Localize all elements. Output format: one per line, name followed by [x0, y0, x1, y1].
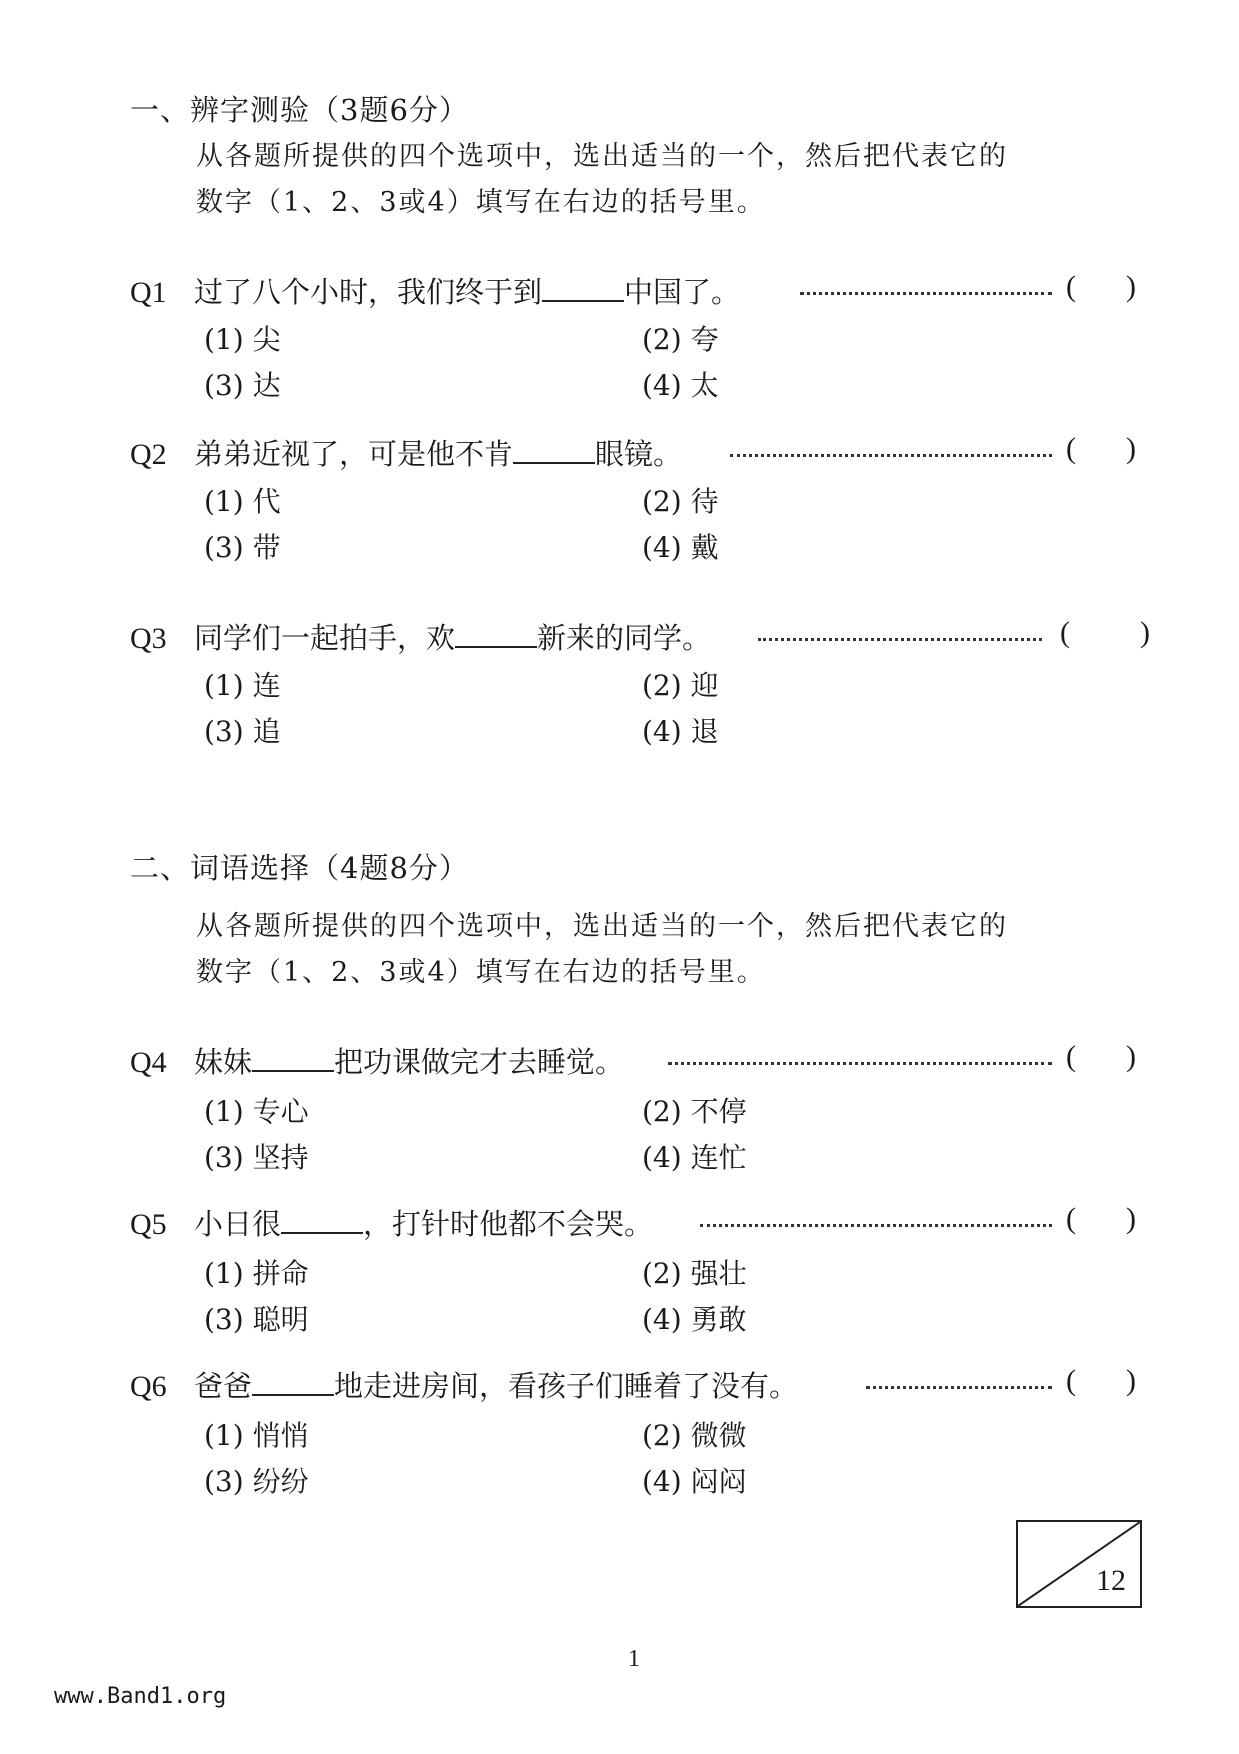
answer-paren-open: (	[1066, 1202, 1076, 1235]
question-number: Q1	[130, 276, 167, 309]
section2-instruction-line2: 数字（1、2、3或4）填写在右边的括号里。	[196, 957, 766, 988]
question-2	[130, 432, 682, 473]
score-box	[1016, 1520, 1142, 1608]
score-total: 12	[1096, 1564, 1126, 1597]
option-1: (1) 尖	[204, 323, 281, 356]
question-number: Q3	[130, 622, 167, 655]
option-4: (4) 退	[642, 715, 719, 748]
question-number: Q2	[130, 438, 167, 471]
question-text-after: ，打针时他都不会哭。	[363, 1207, 654, 1241]
section1-title: 一、辨字测验（3题6分）	[130, 93, 469, 127]
option-2: (2) 待	[642, 485, 719, 518]
question-text-before: 妹妹	[194, 1045, 253, 1079]
section2-instruction-line1: 从各题所提供的四个选项中，选出适当的一个，然后把代表它的	[196, 911, 1008, 942]
option-3: (3) 坚持	[204, 1141, 309, 1174]
answer-paren-close: )	[1126, 432, 1136, 465]
option-3: (3) 达	[204, 369, 281, 402]
answer-paren-close: )	[1140, 616, 1150, 649]
dot-leader	[668, 1062, 1052, 1065]
section1-instruction-line1: 从各题所提供的四个选项中，选出适当的一个，然后把代表它的	[196, 141, 1008, 172]
section1-instruction-line2: 数字（1、2、3或4）填写在右边的括号里。	[196, 187, 766, 218]
answer-paren-open: (	[1066, 1364, 1076, 1397]
option-2: (2) 强壮	[642, 1257, 747, 1290]
option-1: (1) 悄悄	[204, 1419, 309, 1452]
section2-title: 二、词语选择（4题8分）	[130, 851, 469, 885]
footer-watermark: www.Band1.org	[54, 1684, 227, 1709]
option-3: (3) 带	[204, 531, 281, 564]
question-5	[130, 1202, 653, 1243]
option-1: (1) 代	[204, 485, 281, 518]
dot-leader	[730, 454, 1052, 457]
answer-blank	[281, 1210, 363, 1234]
question-6	[130, 1364, 798, 1405]
dot-leader	[700, 1224, 1052, 1227]
question-text-before: 同学们一起拍手，欢	[194, 621, 456, 655]
question-text-after: 地走进房间，看孩子们睡着了没有。	[334, 1369, 799, 1403]
question-number: Q4	[130, 1046, 167, 1079]
option-4: (4) 戴	[642, 531, 719, 564]
answer-paren-close: )	[1126, 1202, 1136, 1235]
answer-paren-open: (	[1066, 270, 1076, 303]
question-1	[130, 270, 740, 311]
option-4: (4) 闷闷	[642, 1465, 747, 1498]
question-number: Q5	[130, 1208, 167, 1241]
question-text-after: 中国了。	[624, 275, 741, 309]
question-text-after: 把功课做完才去睡觉。	[334, 1045, 625, 1079]
option-3: (3) 追	[204, 715, 281, 748]
question-number: Q6	[130, 1370, 167, 1403]
answer-blank	[513, 440, 595, 464]
option-2: (2) 不停	[642, 1095, 747, 1128]
dot-leader	[866, 1386, 1052, 1389]
option-3: (3) 聪明	[204, 1303, 309, 1336]
option-2: (2) 微微	[642, 1419, 747, 1452]
question-text-before: 小日很	[194, 1207, 282, 1241]
question-4	[130, 1040, 624, 1081]
option-4: (4) 太	[642, 369, 719, 402]
question-3	[130, 616, 711, 657]
answer-blank	[252, 1048, 334, 1072]
option-2: (2) 夸	[642, 323, 719, 356]
dot-leader	[800, 292, 1052, 295]
page-number: 1	[628, 1646, 640, 1672]
answer-paren-close: )	[1126, 1040, 1136, 1073]
question-text-before: 过了八个小时，我们终于到	[194, 275, 543, 309]
option-4: (4) 连忙	[642, 1141, 747, 1174]
answer-blank	[252, 1372, 334, 1396]
answer-paren-open: (	[1060, 616, 1070, 649]
option-3: (3) 纷纷	[204, 1465, 309, 1498]
option-1: (1) 连	[204, 669, 281, 702]
option-4: (4) 勇敢	[642, 1303, 747, 1336]
dot-leader	[758, 638, 1042, 641]
option-1: (1) 拼命	[204, 1257, 309, 1290]
answer-paren-open: (	[1066, 432, 1076, 465]
answer-paren-open: (	[1066, 1040, 1076, 1073]
answer-paren-close: )	[1126, 1364, 1136, 1397]
option-2: (2) 迎	[642, 669, 719, 702]
answer-blank	[455, 624, 537, 648]
question-text-after: 眼镜。	[595, 437, 683, 471]
answer-blank	[542, 278, 624, 302]
option-1: (1) 专心	[204, 1095, 309, 1128]
question-text-before: 弟弟近视了，可是他不肯	[194, 437, 514, 471]
answer-paren-close: )	[1126, 270, 1136, 303]
question-text-before: 爸爸	[194, 1369, 253, 1403]
question-text-after: 新来的同学。	[537, 621, 712, 655]
